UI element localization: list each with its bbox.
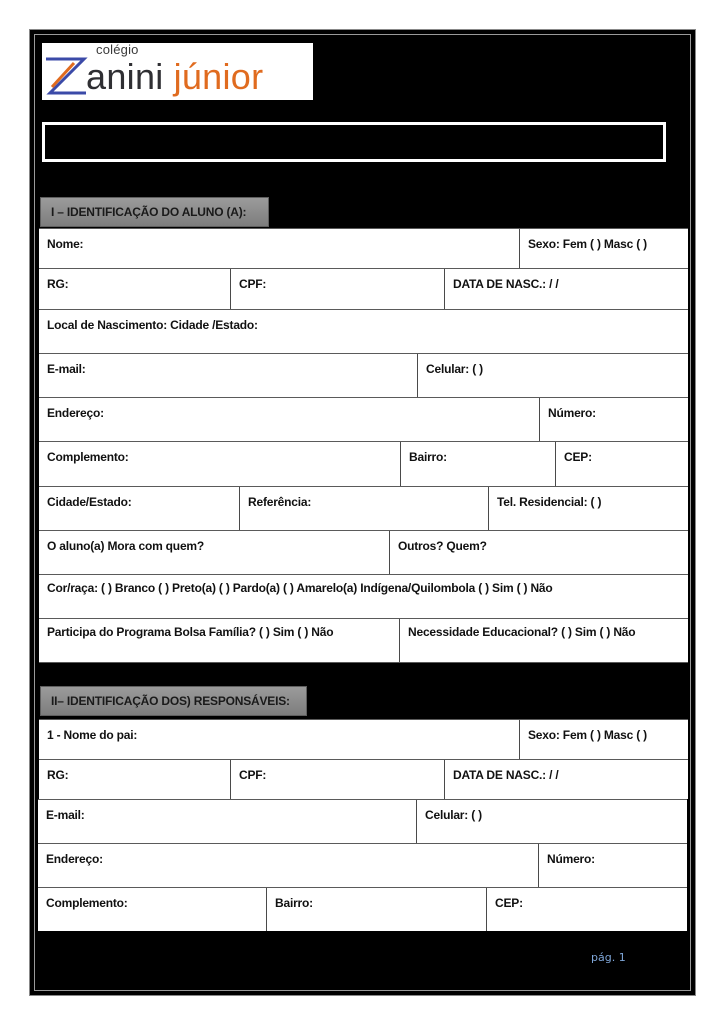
field-mora-com-quem[interactable]: O aluno(a) Mora com quem? (39, 531, 390, 574)
form-row (39, 441, 688, 486)
field-numero[interactable]: Número: (548, 406, 596, 420)
field-cpf-pai[interactable]: CPF: (231, 760, 445, 799)
field-celular[interactable]: Celular: ( ) (426, 362, 483, 376)
field-cidade-estado[interactable]: Cidade/Estado: (39, 487, 240, 530)
field-rg[interactable]: RG: (39, 269, 231, 309)
form-row (39, 530, 688, 574)
form-row (39, 618, 688, 663)
field-sexo-pai[interactable]: Sexo: Fem ( ) Masc ( ) (528, 728, 647, 742)
field-necessidade-educacional[interactable]: Necessidade Educacional? ( ) Sim ( ) Não (408, 625, 636, 639)
field-sexo[interactable]: Sexo: Fem ( ) Masc ( ) (528, 237, 647, 251)
section-2-title: II– IDENTIFICAÇÃO DOS) RESPONSÁVEIS: (40, 686, 307, 716)
form-row (38, 799, 687, 843)
field-cor-raca[interactable]: Cor/raça: ( ) Branco ( ) Preto(a) ( ) Pardo(a) ( ) Amarelo(a) Indígena/Quilombola ( ) Sim ( ) Não (47, 581, 553, 595)
section-1-title: I – IDENTIFICAÇÃO DO ALUNO (A): (40, 197, 269, 227)
school-logo (42, 43, 313, 100)
field-nome-pai[interactable]: 1 - Nome do pai: (39, 720, 520, 759)
logo-name (86, 57, 263, 97)
field-endereco-pai[interactable]: Endereço: (38, 844, 539, 887)
field-email-pai[interactable]: E-mail: (38, 800, 417, 843)
field-cep-pai[interactable]: CEP: (495, 896, 523, 910)
form-row (39, 719, 688, 759)
field-complemento[interactable]: Complemento: (39, 442, 401, 486)
field-tel-residencial[interactable]: Tel. Residencial: ( ) (497, 495, 602, 509)
field-email[interactable]: E-mail: (39, 354, 418, 397)
field-referencia[interactable]: Referência: (240, 487, 489, 530)
field-rg-pai[interactable]: RG: (39, 760, 231, 799)
form-row (39, 268, 688, 309)
form-row (39, 574, 688, 618)
field-cpf[interactable]: CPF: (231, 269, 445, 309)
field-nome[interactable]: Nome: (39, 229, 520, 268)
page-number: pág. 1 (591, 951, 626, 964)
field-bolsa-familia[interactable]: Participa do Programa Bolsa Família? ( ) Sim ( ) Não (39, 619, 400, 662)
field-data-nasc[interactable]: DATA DE NASC.: / / (453, 277, 559, 291)
logo-name-part2: júnior (173, 56, 264, 97)
field-local-nascimento[interactable]: Local de Nascimento: Cidade /Estado: (47, 318, 258, 332)
form-row (38, 887, 687, 931)
field-bairro[interactable]: Bairro: (401, 442, 556, 486)
logo-prefix: colégio (96, 43, 139, 57)
logo-name-part1: anini (86, 56, 164, 97)
form-row (39, 309, 688, 353)
form-row (39, 486, 688, 530)
field-outros-quem[interactable]: Outros? Quem? (398, 539, 487, 553)
title-box[interactable] (42, 122, 666, 162)
field-data-nasc-pai[interactable]: DATA DE NASC.: / / (453, 768, 559, 782)
field-bairro-pai[interactable]: Bairro: (267, 888, 487, 931)
field-celular-pai[interactable]: Celular: ( ) (425, 808, 482, 822)
field-cep[interactable]: CEP: (564, 450, 592, 464)
form-row (39, 353, 688, 397)
form-row (39, 397, 688, 441)
field-complemento-pai[interactable]: Complemento: (38, 888, 267, 931)
field-endereco[interactable]: Endereço: (39, 398, 540, 441)
form-row (39, 759, 688, 799)
form-row (38, 843, 687, 887)
field-numero-pai[interactable]: Número: (547, 852, 595, 866)
form-row (39, 228, 688, 268)
z-logo-icon (44, 55, 88, 95)
